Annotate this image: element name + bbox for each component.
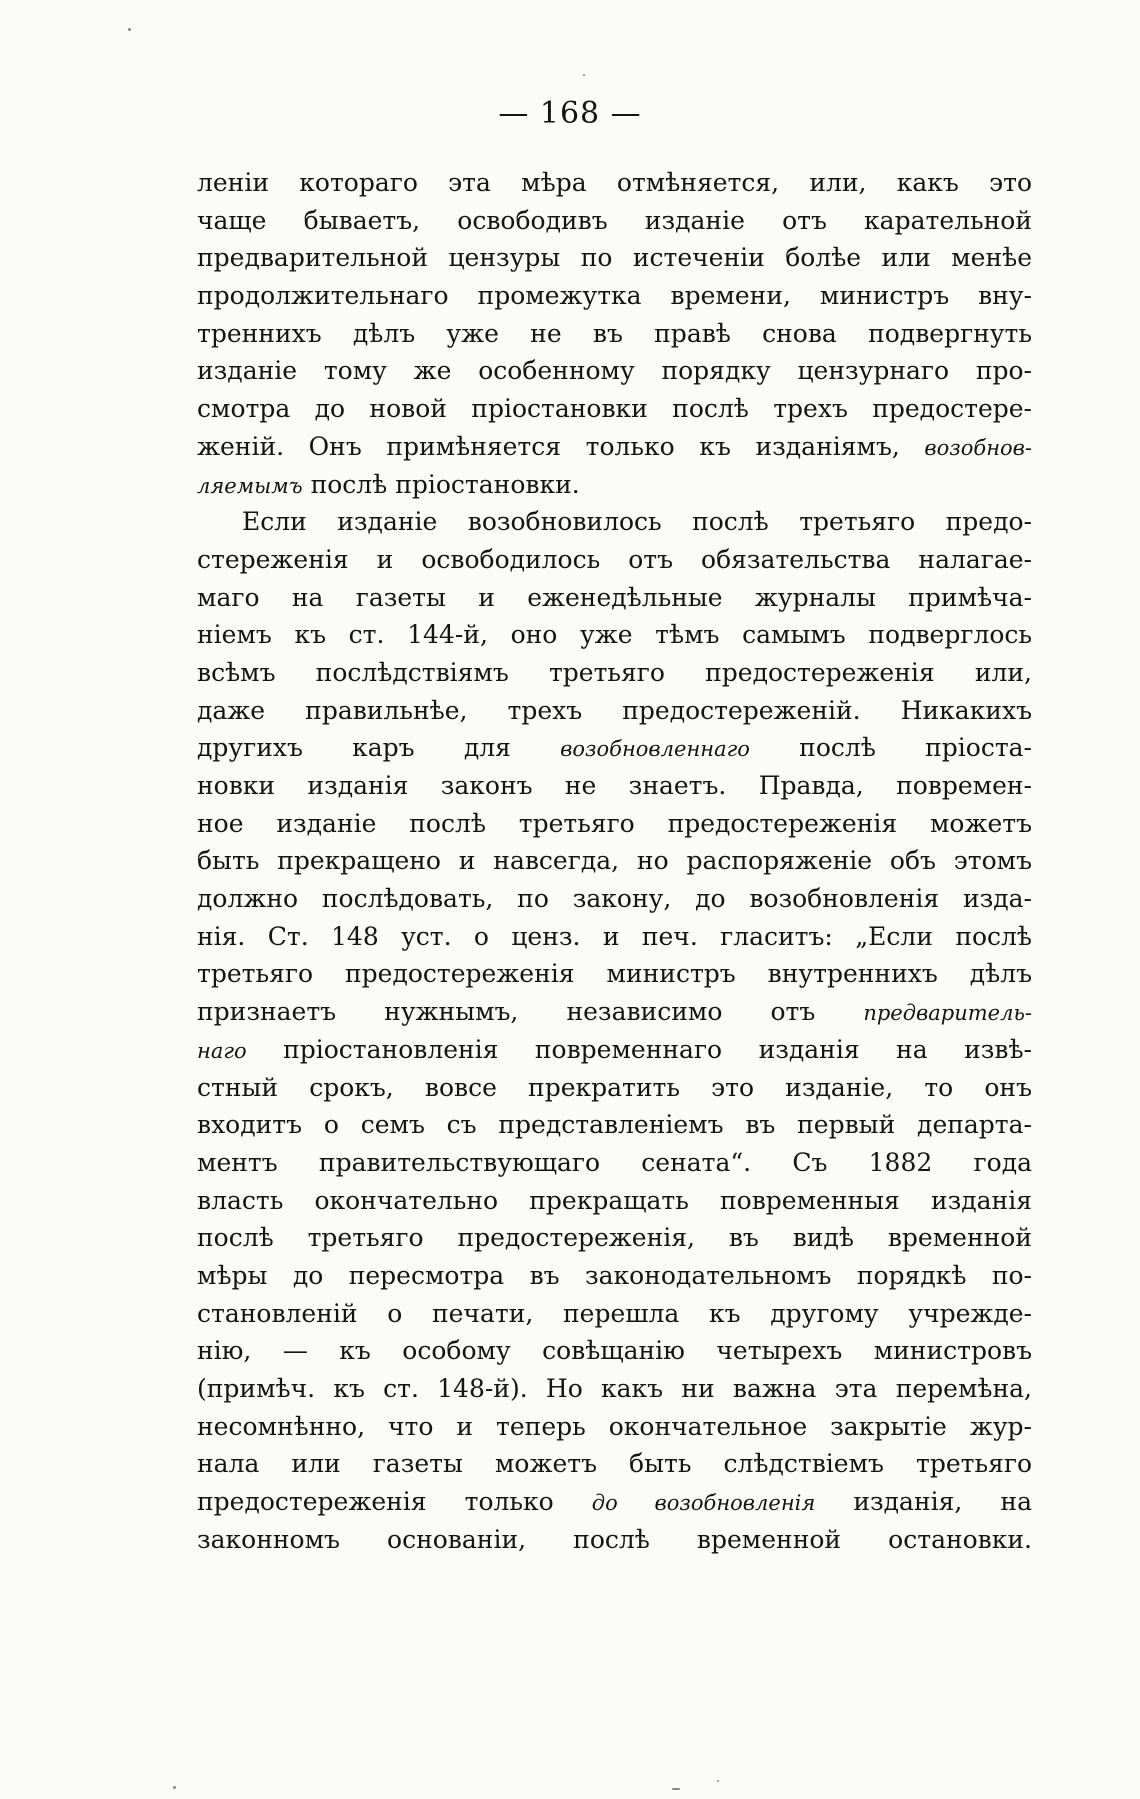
text-run: быть прекращено и навсегда, но распоряженіе объ этомъ	[197, 846, 1032, 876]
text-run: даже правильнѣе, трехъ предостереженій. Никакихъ	[197, 695, 1032, 725]
italic-text: возобнов-	[924, 435, 1032, 460]
text-run: признаетъ нужнымъ, независимо отъ	[197, 997, 864, 1027]
italic-text: возобновленнаго	[560, 737, 750, 762]
italic-text: до возобновленія	[591, 1491, 816, 1516]
text-line	[197, 503, 1032, 541]
text-line	[197, 767, 1032, 805]
text-line	[197, 164, 1032, 202]
scan-speck	[672, 1788, 680, 1790]
scan-speck	[173, 1786, 176, 1789]
text-line	[197, 805, 1032, 843]
text-run: послѣ пріостановки.	[302, 469, 580, 499]
text-line	[197, 880, 1032, 918]
text-line	[197, 842, 1032, 880]
text-line	[197, 1408, 1032, 1446]
text-line	[197, 239, 1032, 277]
text-line	[197, 692, 1032, 730]
text-run: смотра до новой пріостановки послѣ трехъ предостере-	[197, 394, 1032, 424]
text-run: становленій о печати, перешла къ другому учрежде-	[197, 1298, 1032, 1328]
text-run: предварительной цензуры по истеченіи болѣе или менѣе	[197, 243, 1032, 273]
text-line	[197, 1257, 1032, 1295]
text-line	[197, 616, 1032, 654]
text-run: ное изданіе послѣ третьяго предостереженія можетъ	[197, 808, 1032, 838]
text-run: Если изданіе возобновилось послѣ третьяго предо-	[242, 507, 1032, 537]
text-line	[197, 1069, 1032, 1107]
text-line	[197, 1332, 1032, 1370]
text-line	[197, 579, 1032, 617]
text-run: леніи котораго эта мѣра отмѣняется, или, какъ это	[197, 168, 1032, 197]
text-line	[197, 277, 1032, 315]
text-line	[197, 1370, 1032, 1408]
text-run: входитъ о семъ съ представленіемъ въ первый департа-	[197, 1110, 1032, 1140]
text-line	[197, 955, 1032, 993]
text-run: чаще бываетъ, освободивъ изданіе отъ карательной	[197, 205, 1032, 235]
text-run: должно послѣдовать, по закону, до возобновленія изда-	[197, 884, 1032, 914]
text-line	[197, 541, 1032, 579]
text-line	[197, 1521, 1032, 1559]
text-run: несомнѣнно, что и теперь окончательное закрытіе жур-	[197, 1411, 1032, 1441]
text-run: женій. Онъ примѣняется только къ изданіямъ,	[197, 431, 925, 461]
text-line	[197, 1031, 1032, 1069]
text-line	[197, 1144, 1032, 1182]
text-run: продолжительнаго промежутка времени, министръ вну-	[197, 281, 1032, 311]
text-line	[197, 918, 1032, 956]
text-run: (примѣч. къ ст. 148-й). Но какъ ни важна эта перемѣна,	[197, 1374, 1032, 1403]
scan-speck	[128, 28, 131, 31]
text-line	[197, 1219, 1032, 1257]
page-number: — 168 —	[498, 96, 642, 131]
text-run: законномъ основаніи, послѣ временной остановки.	[197, 1524, 1032, 1554]
text-run: послѣ третьяго предостереженія, въ видѣ временной	[197, 1223, 1032, 1253]
scan-speck	[583, 74, 585, 76]
text-run: третьяго предостереженія министръ внутреннихъ дѣлъ	[197, 959, 1032, 989]
text-run: нію, — къ особому совѣщанію четырехъ министровъ	[197, 1336, 1032, 1366]
text-run: власть окончательно прекращать повременныя изданія	[197, 1185, 1032, 1215]
text-line	[197, 1445, 1032, 1483]
text-run: ментъ правительствующаго сената“. Съ 1882 года	[197, 1147, 1032, 1177]
text-line	[197, 729, 1032, 767]
text-run: другихъ каръ для	[197, 733, 561, 763]
text-run: нія. Ст. 148 уст. о ценз. и печ. гласитъ: „Если послѣ	[197, 921, 1032, 951]
text-run: нала или газеты можетъ быть слѣдствіемъ третьяго	[197, 1449, 1032, 1479]
italic-text: предваритель-	[863, 1001, 1032, 1026]
text-run: треннихъ дѣлъ уже не въ правѣ снова подвергнуть	[197, 318, 1032, 348]
text-line	[197, 390, 1032, 428]
text-line	[197, 654, 1032, 692]
body-text	[197, 164, 1032, 1558]
text-run: мѣры до пересмотра въ законодательномъ порядкѣ по-	[197, 1260, 1032, 1290]
text-run: маго на газеты и еженедѣльные журналы примѣча-	[197, 582, 1032, 612]
text-line	[197, 466, 1032, 504]
text-line	[197, 202, 1032, 240]
text-run: изданіе тому же особенному порядку цензурнаго про-	[197, 356, 1032, 386]
text-run: ніемъ къ ст. 144-й, оно уже тѣмъ самымъ подверглось	[197, 620, 1032, 650]
text-line	[197, 993, 1032, 1031]
text-run: стный срокъ, вовсе прекратить это изданіе, то онъ	[197, 1072, 1032, 1102]
text-line	[197, 1106, 1032, 1144]
text-run: послѣ пріоста-	[749, 733, 1032, 763]
text-run: пріостановленія повременнаго изданія на извѣ-	[246, 1034, 1032, 1064]
text-run: предостереженія только	[197, 1487, 592, 1517]
text-line	[197, 352, 1032, 390]
text-run: изданія, на	[815, 1487, 1032, 1517]
text-run: всѣмъ послѣдствіямъ третьяго предостереженія или,	[197, 657, 1032, 687]
italic-text: ляемымъ	[197, 473, 303, 498]
text-run: стереженія и освободилось отъ обязательства налагае-	[197, 544, 1032, 574]
text-run: новки изданія законъ не знаетъ. Правда, повремен-	[197, 771, 1032, 800]
text-line	[197, 1182, 1032, 1220]
scan-speck	[717, 1780, 719, 1782]
text-line	[197, 1483, 1032, 1521]
text-line	[197, 1295, 1032, 1333]
text-line	[197, 428, 1032, 466]
text-line	[197, 315, 1032, 353]
italic-text: наго	[197, 1038, 247, 1063]
